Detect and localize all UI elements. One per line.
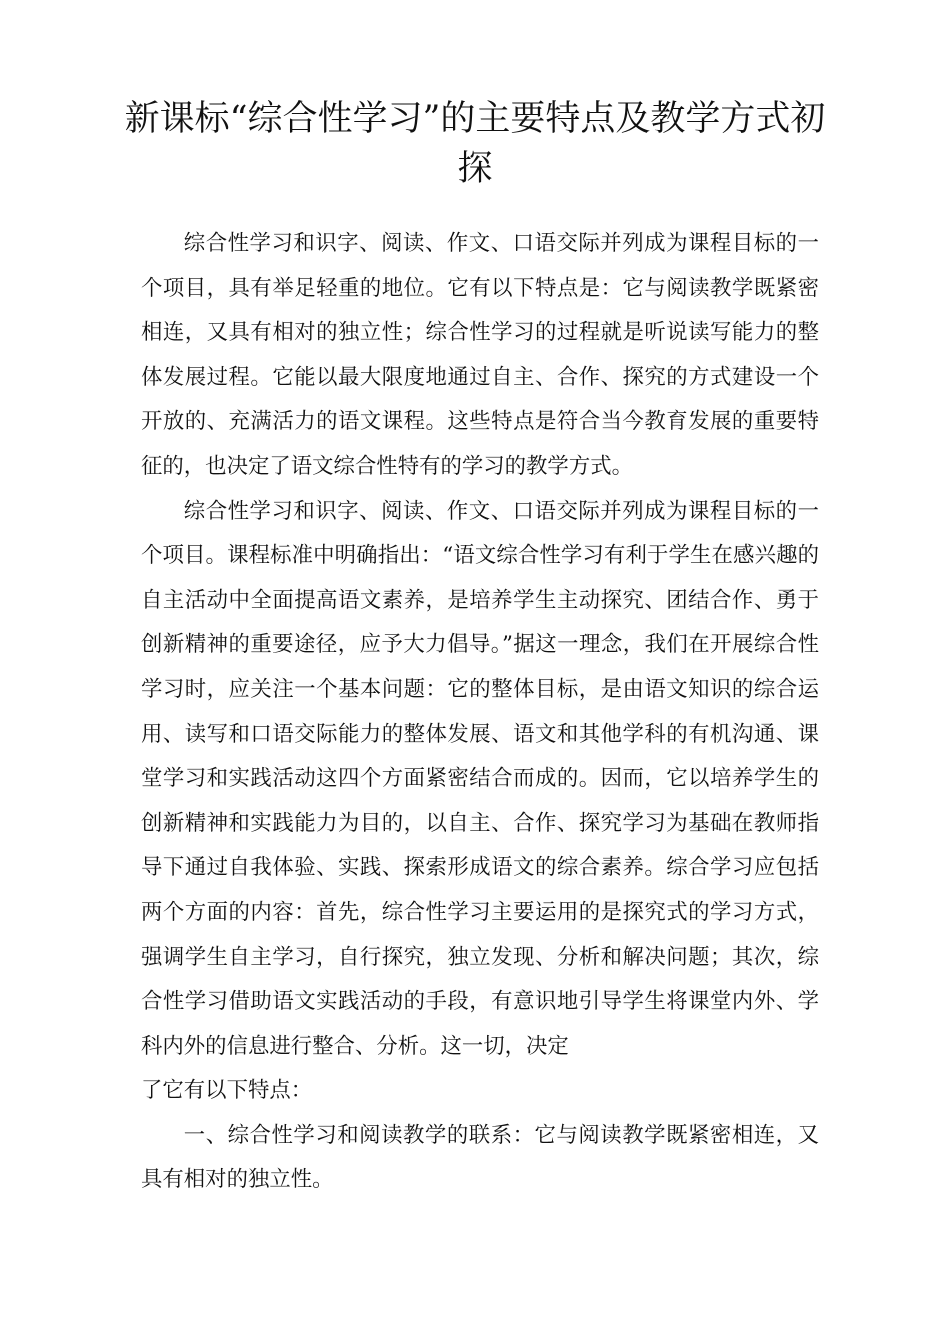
paragraph-2: 综合性学习和识字、阅读、作文、口语交际并列成为课程目标的一个项目。课程标准中明确指出：“语文综合性学习有利于学生在感兴趣的自主活动中全面提高语文素养，是培养学生主动探究、团结合作、勇于创新精神的重要途径，应予大力倡导。”据这一理念，我们在开展综合性学习时，应关注一个基本问题：它的整体目标，是由语文知识的综合运用、读写和口语交际能力的整体发展、语文和其他学科的有机沟通、课堂学习和实践活动这四个方面紧密结合而成的。因而，它以培养学生的创新精神和实践能力为目的，以自主、合作、探究学习为基础在教师指导下通过自我体验、实践、探索形成语文的综合素养。综合学习应包括两个方面的内容：首先，综合性学习主要运用的是探究式的学习方式，强调学生自主学习，自行探究，独立发现、分析和解决问题；其次，综合性学习借助语文实践活动的手段，有意识地引导学生将课堂内外、学科内外的信息进行整合、分析。这一切，决定 [141, 498, 819, 1059]
paragraph-1: 综合性学习和识字、阅读、作文、口语交际并列成为课程目标的一个项目，具有举足轻重的地位。它有以下特点是：它与阅读教学既紧密相连，又具有相对的独立性；综合性学习的过程就是听说读写能力的整体发展过程。它能以最大限度地通过自主、合作、探究的方式建设一个开放的、充满活力的语文课程。这些特点是符合当今教育发展的重要特征的，也决定了语文综合性特有的学习的教学方式。 [141, 231, 819, 479]
document-title: 新课标“综合性学习”的主要特点及教学方式初探 [124, 99, 826, 189]
paragraph-4: 一、综合性学习和阅读教学的联系：它与阅读教学既紧密相连，又具有相对的独立性。 [141, 1122, 819, 1193]
paragraph-3: 了它有以下特点： [141, 1078, 313, 1104]
document-body [141, 222, 819, 1203]
